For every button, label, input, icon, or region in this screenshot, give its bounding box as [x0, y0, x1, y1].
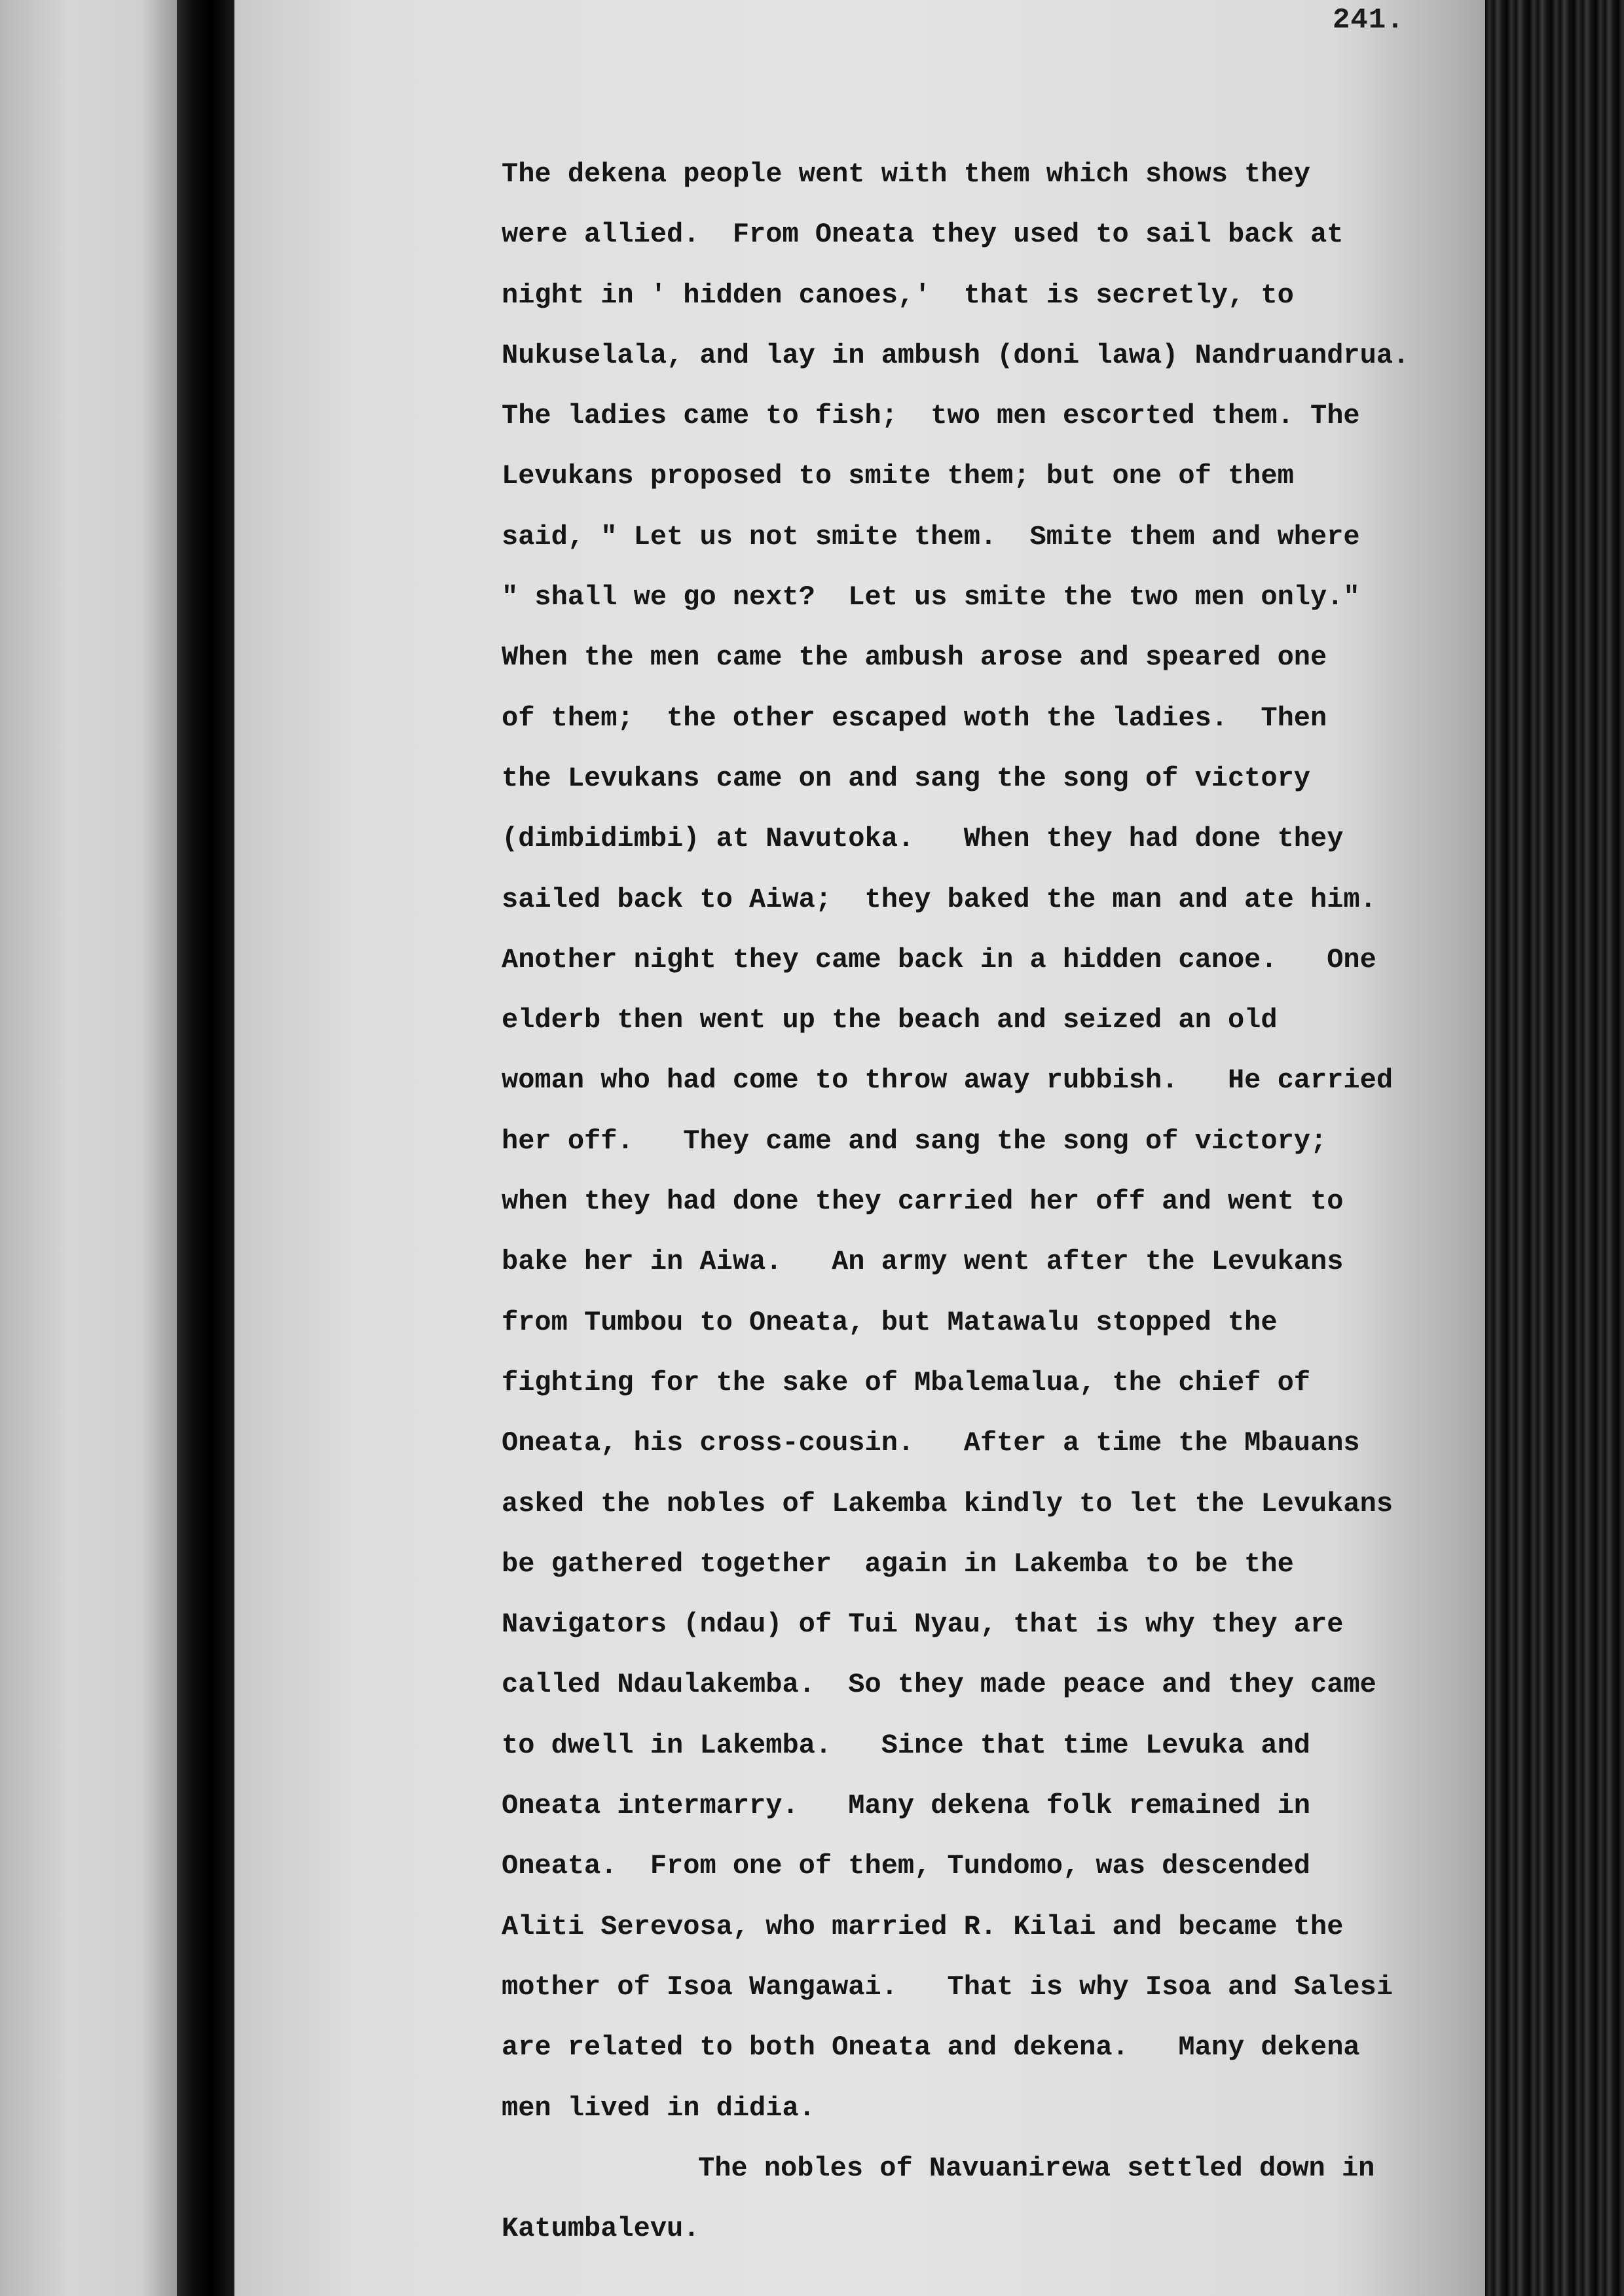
- typed-text-body: [502, 144, 1471, 2259]
- text-line: to dwell in Lakemba. Since that time Levuka and: [502, 1729, 1311, 1761]
- text-line: fighting for the sake of Mbalemalua, the chief of: [502, 1366, 1311, 1398]
- text-line: from Tumbou to Oneata, but Matawalu stopped the: [502, 1306, 1278, 1338]
- text-line: (dimbidimbi) at Navutoka. When they had done they: [502, 823, 1344, 855]
- text-line: Katumbalevu.: [502, 2213, 700, 2245]
- text-line: asked the nobles of Lakemba kindly to let the Levukans: [502, 1487, 1393, 1520]
- text-line: Oneata. From one of them, Tundomo, was descended: [502, 1850, 1311, 1882]
- text-line: of them; the other escaped woth the ladies. Then: [502, 702, 1327, 734]
- text-line: Levukans proposed to smite them; but one of them: [502, 460, 1294, 492]
- text-line: the Levukans came on and sang the song of victory: [502, 762, 1311, 794]
- text-line: said, " Let us not smite them. Smite them and where: [502, 520, 1360, 553]
- text-line: were allied. From Oneata they used to sail back at: [502, 219, 1344, 251]
- text-line: her off. They came and sang the song of victory;: [502, 1125, 1327, 1157]
- previous-page-edge: [0, 0, 177, 2296]
- text-line: night in ' hidden canoes,' that is secretly, to: [502, 279, 1294, 311]
- text-line: woman who had come to throw away rubbish. He carried: [502, 1065, 1393, 1097]
- text-line: Nukuselala, and lay in ambush (doni lawa) Nandruandrua.: [502, 339, 1410, 371]
- page-number: 241.: [1333, 4, 1405, 37]
- text-line: Oneata, his cross-cousin. After a time the Mbauans: [502, 1427, 1360, 1459]
- text-line: sailed back to Aiwa; they baked the man and ate him.: [502, 883, 1376, 915]
- text-line: elderb then went up the beach and seized an old: [502, 1004, 1278, 1036]
- text-line: " shall we go next? Let us smite the two men only.": [502, 581, 1360, 613]
- book-gutter: [177, 0, 234, 2296]
- text-line: are related to both Oneata and dekena. Many dekena: [502, 2032, 1360, 2064]
- text-line: mother of Isoa Wangawai. That is why Isoa and Salesi: [502, 1971, 1393, 2003]
- text-line: be gathered together again in Lakemba to be the: [502, 1548, 1294, 1580]
- text-line: bake her in Aiwa. An army went after the Levukans: [502, 1246, 1344, 1278]
- text-line: The ladies came to fish; two men escorted them. The: [502, 400, 1360, 432]
- text-line: Another night they came back in a hidden canoe. One: [502, 943, 1376, 975]
- text-line: when they had done they carried her off and went to: [502, 1186, 1344, 1218]
- text-line: Oneata intermarry. Many dekena folk remained in: [502, 1790, 1311, 1822]
- text-line: men lived in didia.: [502, 2092, 815, 2124]
- text-line: called Ndaulakemba. So they made peace and they came: [502, 1669, 1376, 1701]
- book-spine: [1485, 0, 1624, 2296]
- text-line: When the men came the ambush arose and speared one: [502, 642, 1327, 674]
- text-line: The nobles of Navuanirewa settled down in: [698, 2152, 1375, 2184]
- text-line: Aliti Serevosa, who married R. Kilai and became the: [502, 1910, 1344, 1942]
- text-line: The dekena people went with them which shows they: [502, 158, 1311, 190]
- text-line: Navigators (ndau) of Tui Nyau, that is why they are: [502, 1609, 1344, 1641]
